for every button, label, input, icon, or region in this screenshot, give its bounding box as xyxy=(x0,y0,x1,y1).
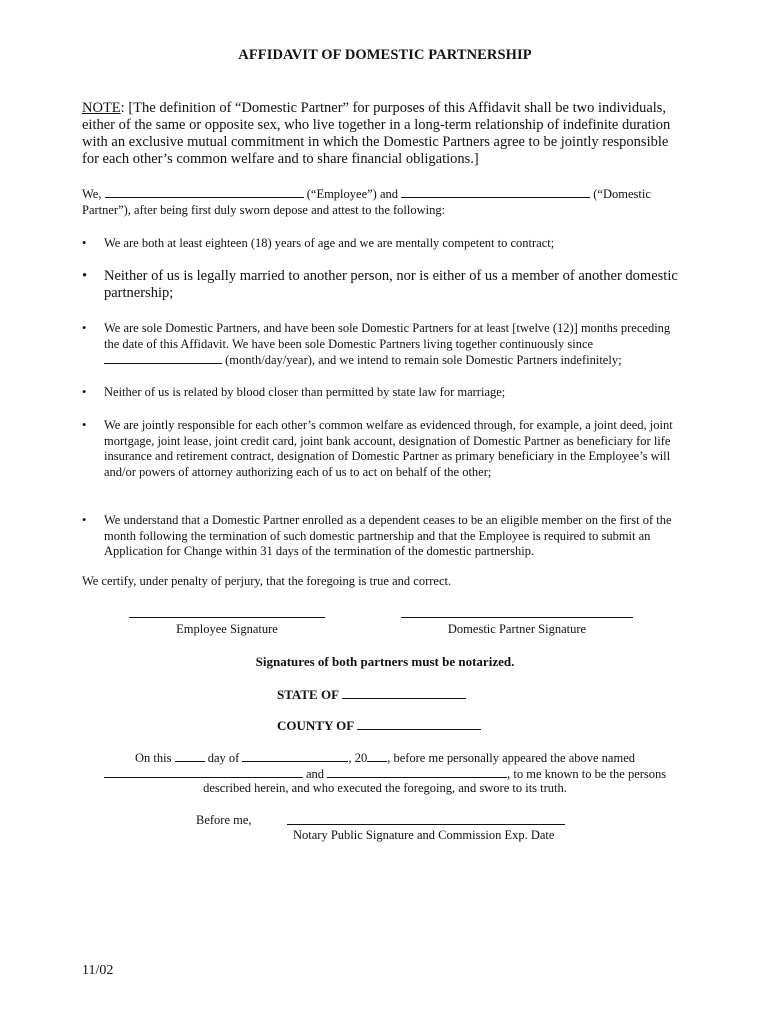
list-item xyxy=(82,513,688,560)
year-label: , 20 xyxy=(348,751,368,765)
bullet-text: We are both at least eighteen (18) years of age and we are mentally competent to contract; xyxy=(104,236,555,250)
since-date-blank[interactable] xyxy=(104,352,222,364)
bullet-icon: • xyxy=(82,418,87,432)
bullet-icon: • xyxy=(82,513,87,527)
certify-statement: We certify, under penalty of perjury, that the foregoing is true and correct. xyxy=(82,574,452,588)
employee-signature-line[interactable] xyxy=(129,617,325,618)
page-title: AFFIDAVIT OF DOMESTIC PARTNERSHIP xyxy=(238,47,532,63)
list-item xyxy=(82,385,688,401)
revision-date: 11/02 xyxy=(82,963,114,978)
bullet-icon: • xyxy=(82,385,87,399)
bullet-text: We understand that a Domestic Partner enrolled as a dependent ceases to be an eligible member on the first of the month following the termination of such domestic partnership and that the Employee is required to submit an Application for Change within 31 days of the termination of the domestic partnership. xyxy=(104,513,672,558)
list-item xyxy=(82,268,688,302)
intro-we: We, xyxy=(82,187,102,201)
bullet-text: We are jointly responsible for each other’s common welfare as evidenced through, for example, a joint deed, joint mortgage, joint lease, joint credit card, joint bank account, designation of Domestic Partner as beneficiary for life insurance and retirement contract, designation of Domestic Partner as primary beneficiary in the Employee’s will and/or powers of attorney authorizing each of us to act on behalf of the other; xyxy=(104,418,673,479)
intro-employee: (“Employee”) and xyxy=(306,187,399,201)
employee-name-blank[interactable] xyxy=(105,186,304,198)
partner-signature-line[interactable] xyxy=(401,617,633,618)
county-label: COUNTY OF xyxy=(277,718,354,733)
bullet-icon: • xyxy=(82,236,87,250)
before-me-label: Before me, xyxy=(196,813,252,827)
notarized-notice: Signatures of both partners must be notarized. xyxy=(255,654,515,669)
state-field xyxy=(277,687,466,703)
bullet-3-text-b: (month/day/year), and we intend to remain sole Domestic Partners indefinitely; xyxy=(225,353,622,367)
notary-signature-label: Notary Public Signature and Commission Exp. Date xyxy=(293,828,555,842)
bullet-icon: • xyxy=(82,321,87,335)
intro-line-1 xyxy=(82,186,688,203)
notary-signature-line[interactable] xyxy=(287,824,565,825)
month-blank[interactable] xyxy=(242,750,348,762)
partner-signature-label: Domestic Partner Signature xyxy=(447,622,587,636)
day-blank[interactable] xyxy=(175,750,205,762)
intro-domestic: (“Domestic xyxy=(593,187,651,201)
notary-line-1 xyxy=(60,750,710,767)
bullet-3-text-a: We are sole Domestic Partners, and have been sole Domestic Partners for at least [twelve (12)] months preceding the date of this Affidavit. We have been sole Domestic Partners living together continuously since xyxy=(104,321,671,351)
intro-paragraph xyxy=(82,186,688,218)
employee-signature-label: Employee Signature xyxy=(176,622,278,636)
intro-line-2: Partner”), after being first duly sworn depose and attest to the following: xyxy=(82,202,446,217)
note-paragraph xyxy=(82,100,688,168)
before-label: , before me personally appeared the above named xyxy=(387,751,635,765)
day-of-label: day of xyxy=(207,751,240,765)
bullet-text: Neither of us is related by blood closer than permitted by state law for marriage; xyxy=(104,385,506,399)
state-label: STATE OF xyxy=(277,687,339,702)
list-item xyxy=(82,236,688,252)
bullet-icon: • xyxy=(82,268,88,284)
list-item xyxy=(82,321,688,369)
county-field xyxy=(277,718,481,734)
note-label: NOTE xyxy=(82,100,121,116)
notary-line-3: described herein, and who executed the foregoing, and swore to its truth. xyxy=(203,781,567,795)
county-blank[interactable] xyxy=(357,718,481,730)
list-item xyxy=(82,418,688,480)
bullet-text xyxy=(104,321,688,369)
and-label: and xyxy=(305,767,325,781)
person1-blank[interactable] xyxy=(104,766,303,778)
year-blank[interactable] xyxy=(367,750,387,762)
state-blank[interactable] xyxy=(342,687,466,699)
on-this-label: On this xyxy=(135,751,172,765)
note-text: : [The definition of “Domestic Partner” for purposes of this Affidavit shall be two individuals, either of the same or opposite sex, who live together in a long-term relationship of indefinite duration with an exclusive mutual commitment in which the Domestic Partners agree to be jointly responsible for each other’s common welfare and to share financial obligations.] xyxy=(82,100,671,167)
person2-blank[interactable] xyxy=(327,766,507,778)
known-label: , to me known to be the persons xyxy=(507,767,667,781)
bullet-text: Neither of us is legally married to another person, nor is either of us a member of another domestic partnership; xyxy=(104,268,678,301)
partner-name-blank[interactable] xyxy=(401,186,590,198)
